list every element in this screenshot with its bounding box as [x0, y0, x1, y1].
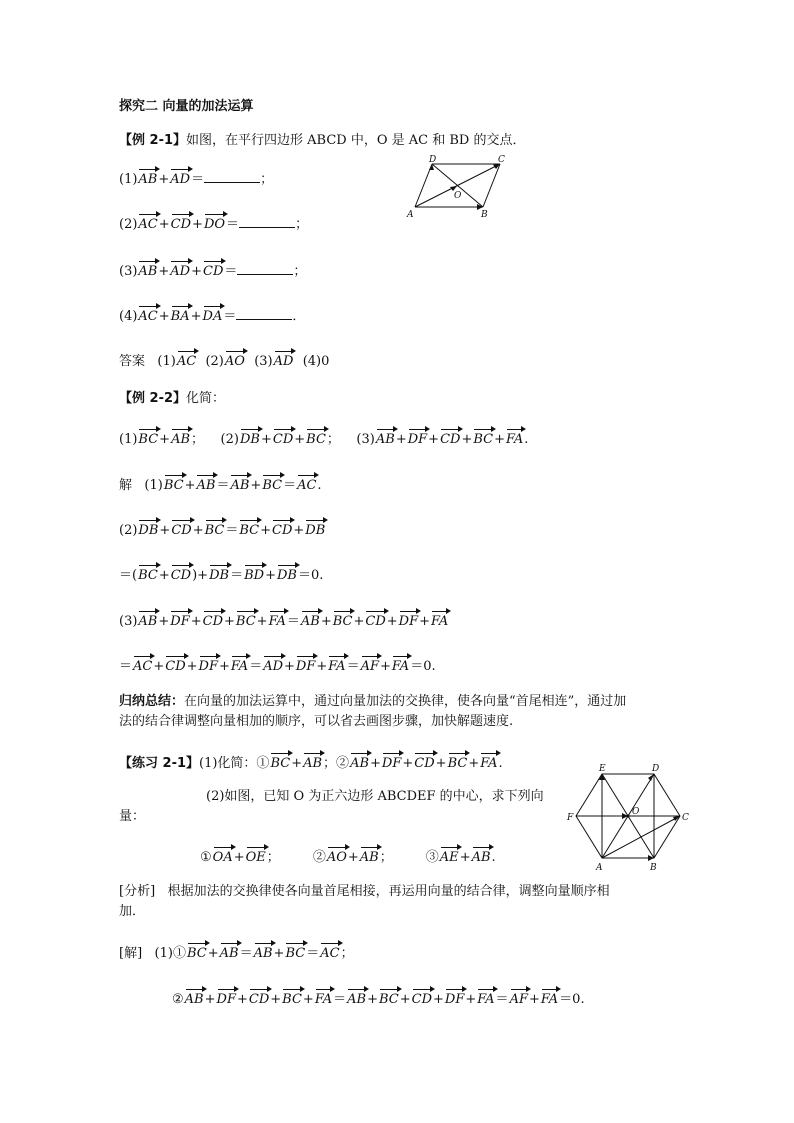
practice-2-1-q2-tail: 量：	[119, 809, 146, 824]
svg-text:C: C	[498, 155, 505, 165]
example-2-1-text: 如图，在平行四边形 ABCD 中，O 是 AC 和 BD 的交点．	[186, 133, 526, 148]
ex22-sol-3b: ＝AC+CD+DF+FA＝AD+DF+FA＝AF+FA＝0.	[119, 654, 436, 676]
svg-text:B: B	[481, 210, 488, 220]
ex21-q1: (1)AB+AD＝ ；	[119, 167, 273, 189]
svg-text:C: C	[682, 813, 689, 823]
parallelogram-figure	[405, 152, 515, 222]
summary-line-2: 法的结合律调整向量相加的顺序，可以省去画图步骤，加快解题速度.	[119, 714, 514, 729]
ex22-sol-1: 解 (1)BC+AB＝AB+BC＝AC.	[119, 473, 322, 495]
ex22-questions: (1)BC+AB； (2)DB+CD+BC； (3)AB+DF+CD+BC+FA.	[119, 427, 528, 449]
ex22-sol-2a: (2)DB+CD+BC＝BC+CD+DB	[119, 518, 326, 540]
svg-text:E: E	[599, 764, 606, 774]
svg-text:A: A	[596, 863, 603, 873]
summary-line-1: 归纳总结：在向量的加法运算中，通过向量加法的交换律，使各向量“首尾相连”，通过加	[119, 694, 627, 709]
ex21-q4: (4)AC+BA+DA＝ ．	[119, 304, 305, 326]
example-2-1-stem	[119, 132, 525, 150]
ex21-q3: (3)AB+AD+CD＝ ；	[119, 259, 306, 281]
example-2-1-label: 【例 2-1】	[119, 133, 187, 148]
ex21-answer: 答案 (1)AC (2)AO (3)AD (4)0	[119, 349, 329, 371]
svg-text:D: D	[429, 155, 437, 165]
section-title: 探究二 向量的加法运算	[119, 99, 254, 114]
analysis-line-1: [分析] 根据加法的交换律使各向量首尾相接，再运用向量的结合律，调整向量顺序相	[119, 884, 610, 899]
svg-text:B: B	[650, 863, 657, 873]
hexagon-figure	[566, 760, 691, 875]
svg-text:D: D	[652, 764, 660, 774]
practice-2-1-items: ①OA+OE； ②AO+AB； ③AE+AB.	[200, 845, 496, 867]
ex22-sol-2b: ＝(BC+CD)+DB＝BD+DB＝0.	[119, 563, 323, 585]
svg-text:O: O	[632, 807, 640, 817]
practice-2-1-q2: (2)如图，已知 O 为正六边形 ABCDEF 的中心，求下列向	[206, 789, 544, 804]
practice-sol-2: ②AB+DF+CD+BC+FA＝AB+BC+CD+DF+FA＝AF+FA＝0.	[172, 987, 585, 1009]
analysis-line-2: 加．	[119, 904, 146, 919]
example-2-2-stem: 【例 2-2】化简：	[119, 391, 226, 406]
practice-2-1-q1: 【练习 2-1】(1)化简：①BC+AB；②AB+DF+CD+BC+FA.	[119, 751, 503, 773]
ex21-q2: (2)AC+CD+DO＝ ；	[119, 212, 308, 234]
ex22-sol-3a: (3)AB+DF+CD+BC+FA＝AB+BC+CD+DF+FA	[119, 609, 449, 631]
svg-text:F: F	[567, 813, 574, 823]
svg-text:O: O	[454, 191, 462, 201]
practice-sol-1: [解] (1)①BC+AB＝AB+BC＝AC；	[119, 941, 354, 963]
svg-text:A: A	[407, 210, 414, 220]
